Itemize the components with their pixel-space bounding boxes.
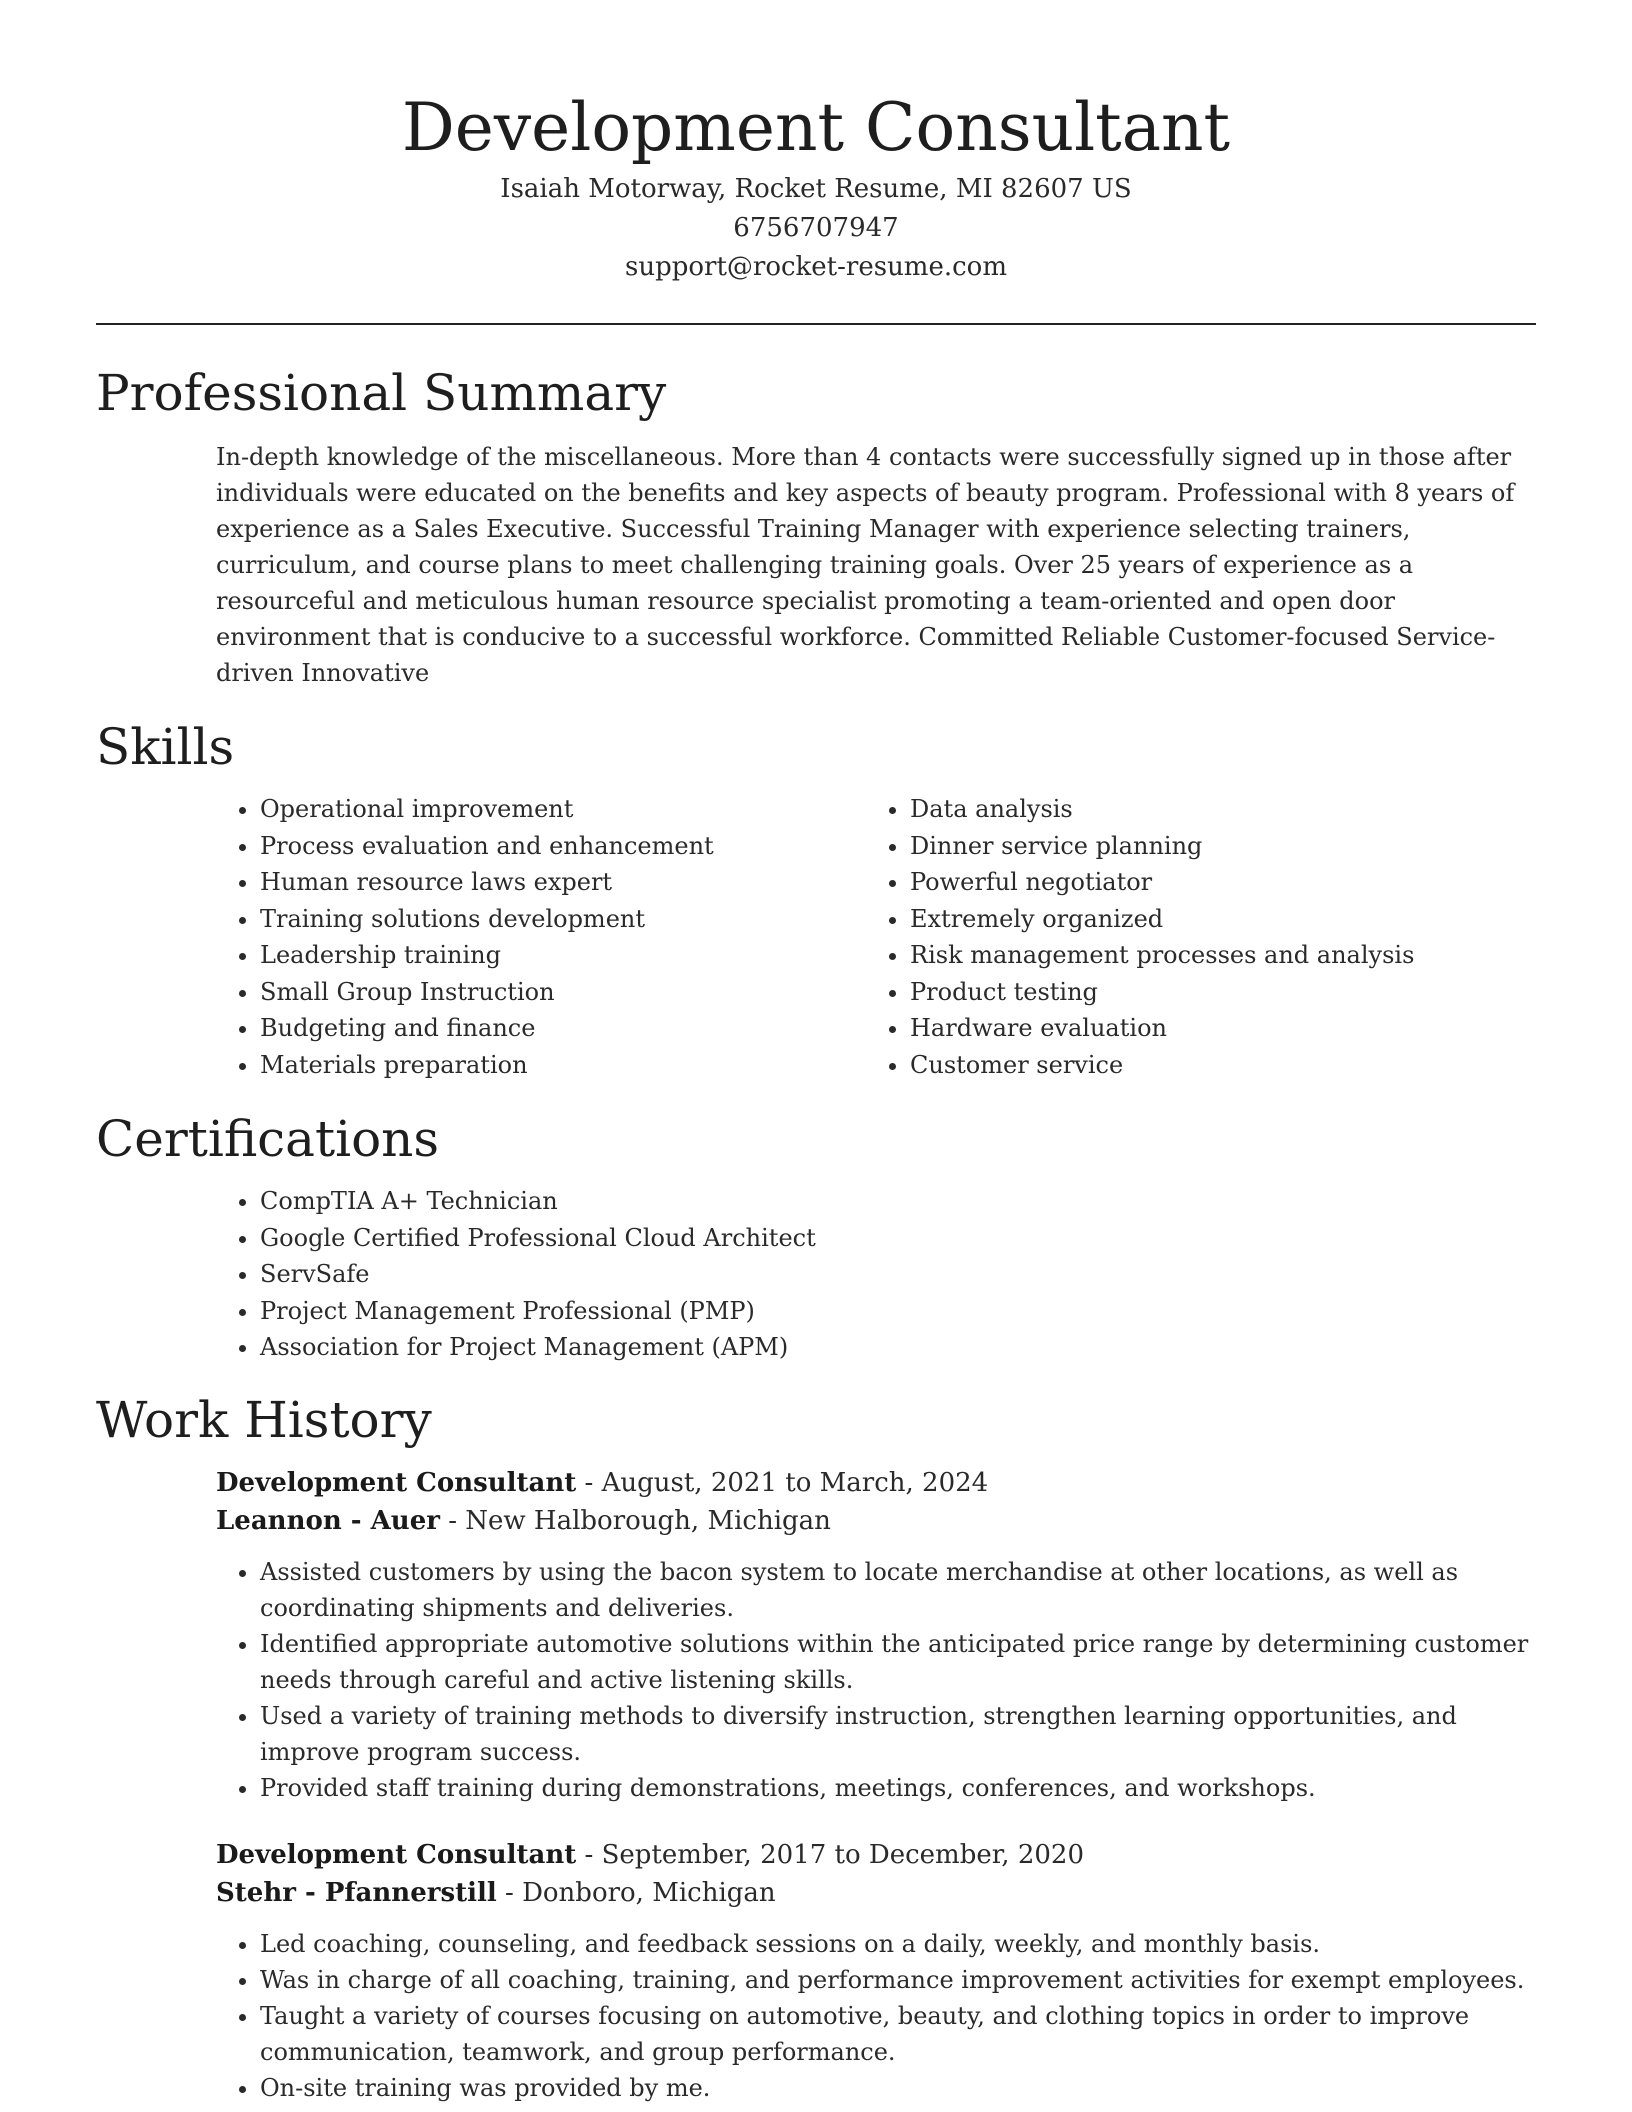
job-bullet: • Used a variety of training methods to diversify instruction, strengthen learning opportunities, and improve program success. [260,1698,1536,1770]
separator: - [576,1467,602,1498]
job-location: Donboro, Michigan [522,1877,776,1908]
certification-item: • CompTIA A+ Technician [260,1183,1536,1220]
summary-section [96,363,1536,691]
skill-item: • Product testing [910,974,1516,1011]
skill-item: • Leadership training [260,937,866,974]
skill-item: • Small Group Instruction [260,974,866,1011]
skill-item: • Powerful negotiator [910,864,1516,901]
job-bullet: • Identified appropriate automotive solutions within the anticipated price range by determining customer needs through careful and active listening skills. [260,1626,1536,1698]
job-bullets [216,1554,1536,1806]
job-bullet: • Assisted customers by using the bacon system to locate merchandise at other locations, as well as coordinating shipments and deliveries. [260,1554,1536,1626]
job-role-line [216,1464,1536,1502]
job-dates: August, 2021 to March, 2024 [601,1467,989,1498]
job-company-line [216,1874,1536,1912]
separator: - [496,1877,523,1908]
job-location: New Halborough, Michigan [465,1505,831,1536]
resume-header [96,0,1536,287]
certification-item: • ServSafe [260,1256,1536,1293]
address-text: Isaiah Motorway, Rocket Resume, MI 82607 US [500,174,1132,204]
work-history-section [96,1390,1536,2106]
job-entry [216,1836,1536,2106]
skill-item: • Dinner service planning [910,828,1516,865]
skill-item: • Operational improvement [260,791,866,828]
skill-item: • Process evaluation and enhancement [260,828,866,865]
summary-text: In-depth knowledge of the miscellaneous. More than 4 contacts were successfully signed up in those after individuals were educated on the benefits and key aspects of beauty program. Professional with 8 years of experience as a Sales Executive. Successful Training Manager with experience selecting trainers, curriculum, and course plans to meet challenging training goals. Over 25 years of experience as a resourceful and meticulous human resource specialist promoting a team-oriented and open door environment that is conducive to a successful workforce. Committed Reliable Customer-focused Service-driven Innovative [216,443,1515,687]
skill-item: • Training solutions development [260,901,866,938]
skills-grid [216,791,1536,1083]
certification-item: • Project Management Professional (PMP) [260,1293,1536,1330]
skill-item: • Hardware evaluation [910,1010,1516,1047]
skills-section [96,717,1536,1083]
job-role-line [216,1836,1536,1874]
job-company-line [216,1502,1536,1540]
certifications-title: Certifications [96,1110,440,1168]
header-divider [96,323,1536,325]
skill-item: • Data analysis [910,791,1516,828]
job-role: Development Consultant [216,1839,577,1870]
work-history-title: Work History [96,1390,432,1449]
job-entry [216,1464,1536,1806]
resume-page [96,0,1536,2106]
job-dates: September, 2017 to December, 2020 [601,1839,1085,1870]
skill-item: • Extremely organized [910,901,1516,938]
skill-item: • Budgeting and finance [260,1010,866,1047]
certifications-section [96,1109,1536,1366]
job-company: Stehr - Pfannerstill [216,1877,497,1908]
certification-item: • Google Certified Professional Cloud Architect [260,1220,1536,1257]
job-bullet: • On-site training was provided by me. [260,2070,1536,2106]
job-bullets [216,1926,1536,2106]
job-bullet: • Provided staff training during demonstrations, meetings, conferences, and workshops. [260,1770,1536,1806]
skills-column-left [216,791,866,1083]
summary-title: Professional Summary [96,364,667,422]
candidate-name: Development Consultant [401,89,1231,166]
separator: - [439,1505,466,1536]
job-company: Leannon - Auer [216,1505,440,1536]
job-bullet: • Led coaching, counseling, and feedback sessions on a daily, weekly, and monthly basis. [260,1926,1536,1962]
job-role: Development Consultant [216,1467,577,1498]
separator: - [576,1839,602,1870]
skills-column-right [866,791,1516,1083]
phone-text: 6756707947 [733,213,899,243]
contact-info [96,170,1536,287]
skill-item: • Human resource laws expert [260,864,866,901]
job-bullet: • Was in charge of all coaching, training, and performance improvement activities for exempt employees. [260,1962,1536,1998]
job-bullet: • Taught a variety of courses focusing on automotive, beauty, and clothing topics in order to improve communication, teamwork, and group performance. [260,1998,1536,2070]
skill-item: • Materials preparation [260,1047,866,1084]
email-text: support@rocket-resume.com [624,252,1007,282]
skill-item: • Customer service [910,1047,1516,1084]
certification-item: • Association for Project Management (APM) [260,1329,1536,1366]
skill-item: • Risk management processes and analysis [910,937,1516,974]
certifications-list [216,1183,1536,1366]
skills-title: Skills [96,718,235,776]
